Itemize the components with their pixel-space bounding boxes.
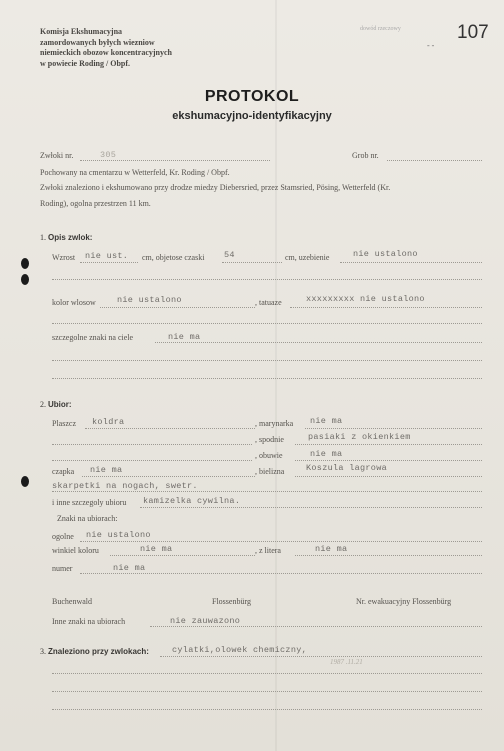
numer-value: nie ma xyxy=(113,563,146,573)
czaszka-label: cm, objetose czaski xyxy=(142,253,205,262)
org-line-1: Komisja Ekshumacyjna xyxy=(40,27,123,36)
litera-label: , z litera xyxy=(255,546,281,555)
bielizna-value: Koszula lagrowa xyxy=(306,463,388,473)
section-1-number: 1. xyxy=(40,233,46,242)
plaszcz-label: Plaszcz xyxy=(52,419,76,428)
punch-hole-top xyxy=(21,258,29,269)
page-number: 107 xyxy=(457,22,489,43)
wzrost-label: Wzrost xyxy=(52,253,76,262)
ogolne-value: nie ustalono xyxy=(86,530,151,540)
wzrost-value: nie ust. xyxy=(85,251,129,261)
kolor-label: kolor wlosow xyxy=(52,298,96,307)
inne-znaki-value: nie zauwazono xyxy=(170,616,241,626)
tatuaze-label: , tatuaze xyxy=(255,298,282,307)
org-line-4: w powiecie Roding / Obpf. xyxy=(40,58,131,68)
handwritten-note: 1987 .11.21 xyxy=(330,658,363,666)
punch-hole-middle xyxy=(21,274,29,285)
section-1-heading xyxy=(40,233,92,242)
section-2-heading xyxy=(40,400,72,409)
numer-label: numer xyxy=(52,564,73,573)
czapka-label: czapka xyxy=(52,467,75,476)
znaki-value: nie ma xyxy=(168,332,201,342)
inne-znaki-label: Inne znaki na ubiorach xyxy=(52,617,126,626)
inne-szczegoly-label: i inne szczegoly ubioru xyxy=(52,498,127,507)
znaleziono-value: cylatki,olowek chemiczny, xyxy=(172,645,308,655)
spodnie-value: pasiaki z okienkiem xyxy=(308,432,411,442)
plaszcz-value: koldra xyxy=(92,417,125,427)
obuwie-label: , obuwie xyxy=(255,451,283,460)
ogolne-label: ogolne xyxy=(52,532,74,541)
tatuaze-value: xxxxxxxxx nie ustalono xyxy=(306,294,425,304)
punch-hole-bottom xyxy=(21,476,29,487)
nr-ewakuacyjny-label: Nr. ewakuacyjny Flossenbürg xyxy=(356,597,452,606)
kolor-value: nie ustalono xyxy=(117,295,182,305)
znaki-ubior-label: Znaki na ubiorach: xyxy=(57,514,118,523)
section-2-number: 2. xyxy=(40,400,46,409)
winkiel-value: nie ma xyxy=(140,544,173,554)
znaki-label: szczegolne znaki na ciele xyxy=(52,333,134,342)
uzebienie-label: cm, uzebienie xyxy=(285,253,330,262)
document-subtitle: ekshumacyjno-identyfikacyjny xyxy=(172,110,332,122)
spodnie-label: , spodnie xyxy=(255,435,284,444)
grob-label: Grob nr. xyxy=(352,151,379,160)
znaleziono-text-2: Roding), ogolna przestrzen 11 km. xyxy=(40,199,151,208)
section-3-heading xyxy=(40,647,149,656)
section-1-title: Opis zwlok: xyxy=(48,233,93,242)
obuwie-value: nie ma xyxy=(310,449,343,459)
section-2-title: Ubior: xyxy=(48,400,72,409)
skarpetki-value: skarpetki na nogach, swetr. xyxy=(52,481,198,491)
inne-szczegoly-value: kamizelka cywilna. xyxy=(143,496,241,506)
bielizna-label: , bielizna xyxy=(255,467,285,476)
org-line-3: niemieckich obozow koncentracyjnych xyxy=(40,48,172,57)
marynarka-label: , marynarka xyxy=(255,419,294,428)
zwloki-number: 305 xyxy=(100,150,117,160)
document-title: PROTOKOL xyxy=(204,88,300,105)
org-line-2: zamordowanych byłych wiezniow xyxy=(40,37,155,47)
flossenburg-label: Flossenbürg xyxy=(212,597,251,606)
faint-note: dowód rzeczowy xyxy=(360,26,401,32)
organization-header xyxy=(40,27,172,69)
header-dash: - - xyxy=(427,41,435,50)
czaszka-value: 54 xyxy=(224,250,235,260)
uzebienie-value: nie ustalono xyxy=(353,249,418,259)
section-3-number: 3. xyxy=(40,647,46,656)
zwloki-label: Zwłoki nr. xyxy=(40,151,74,160)
buchenwald-label: Buchenwald xyxy=(52,597,92,606)
znaleziono-text-1: Zwłoki znaleziono i ekshumowano przy drodze miedzy Diebersried, przez Stamsried, Pösing, Wetterfeld (Kr. xyxy=(40,183,391,192)
czapka-value: nie ma xyxy=(90,465,123,475)
litera-value: nie ma xyxy=(315,544,348,554)
winkiel-label: winkiel koloru xyxy=(52,546,99,555)
marynarka-value: nie ma xyxy=(310,416,343,426)
pochowany-text: Pochowany na cmentarzu w Wetterfeld, Kr. Roding / Obpf. xyxy=(40,168,230,177)
section-3-title: Znaleziono przy zwlokach: xyxy=(48,647,149,656)
